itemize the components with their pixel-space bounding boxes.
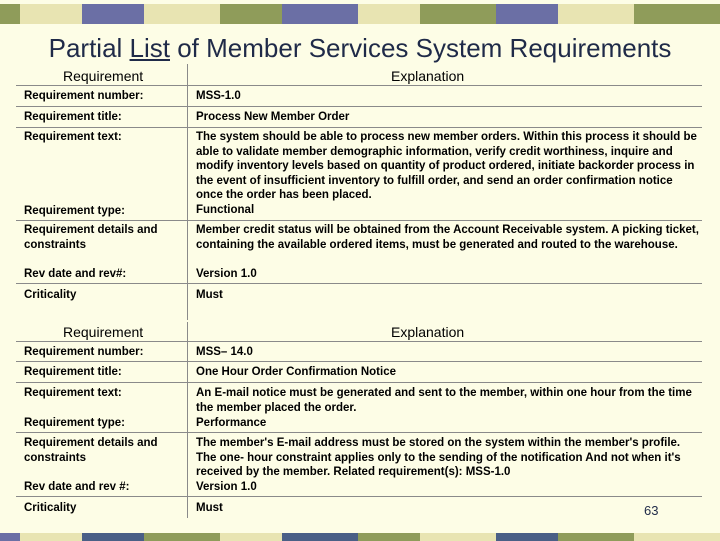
divider [16,382,702,383]
divider [16,106,702,107]
row-value: Must [196,289,223,301]
divider [16,283,702,284]
row-label: Requirement title: [24,366,122,378]
row-value: An E-mail notice must be generated and sent to the member, within one hour from the time the member placed the order. [196,387,692,414]
row-label: Criticality [24,289,77,301]
divider [16,341,702,342]
row-label: Requirement title: [24,111,122,123]
row-label: Requirement text: [24,131,122,143]
row-label: Requirement text: [24,387,122,399]
row-value: Version 1.0 [196,268,257,280]
row-value: Performance [196,417,267,429]
divider [16,432,702,433]
column-header-explanation: Explanation [391,324,465,340]
divider [16,220,702,221]
divider [16,127,702,128]
row-value: Functional [196,204,255,216]
column-header-requirement: Requirement [63,68,144,84]
row-value: Must [196,502,223,514]
column-header-requirement: Requirement [63,324,144,340]
row-label: Requirement details and constraints [24,224,158,251]
row-value: MSS-1.0 [196,90,241,102]
top-decorative-stripe [0,4,720,24]
row-label: Rev date and rev #: [24,481,130,493]
row-value: Process New Member Order [196,111,350,123]
row-label: Requirement details and constraints [24,437,158,464]
divider [16,85,702,86]
row-value: MSS– 14.0 [196,346,253,358]
column-divider [187,64,188,320]
row-value: Member credit status will be obtained from the Account Receivable system. A picking ticket, containing the available ordered items, must be generated and routed to the warehouse. [196,224,699,251]
row-label: Criticality [24,502,77,514]
row-value: The member's E-mail address must be stored on the system within the member's profile. The one- hour constraint applies only to the sending of the notification And not when it's received by the member. Related requirement(s): MSS-1.0 [196,437,681,478]
page-number: 63 [644,503,659,518]
row-value: Version 1.0 [196,481,257,493]
column-header-explanation: Explanation [391,68,465,84]
slide-title: Partial List of Member Services System Requirements [48,33,672,63]
row-value: One Hour Order Confirmation Notice [196,366,396,378]
column-divider [187,322,188,518]
row-label: Rev date and rev#: [24,268,127,280]
divider [16,361,702,362]
row-label: Requirement number: [24,90,144,102]
row-value: The system should be able to process new member orders. Within this process it should be able to validate member demographic information, verify credit worthiness, inquire and modify inventory levels based on quantity of product ordered, initiate backorder process in the event of insufficient inventory to fulfill order, and send an order confirmation notice once the order has been placed. [196,131,697,201]
row-label: Requirement type: [24,205,125,217]
row-label: Requirement type: [24,417,125,429]
row-label: Requirement number: [24,346,144,358]
divider [16,496,702,497]
